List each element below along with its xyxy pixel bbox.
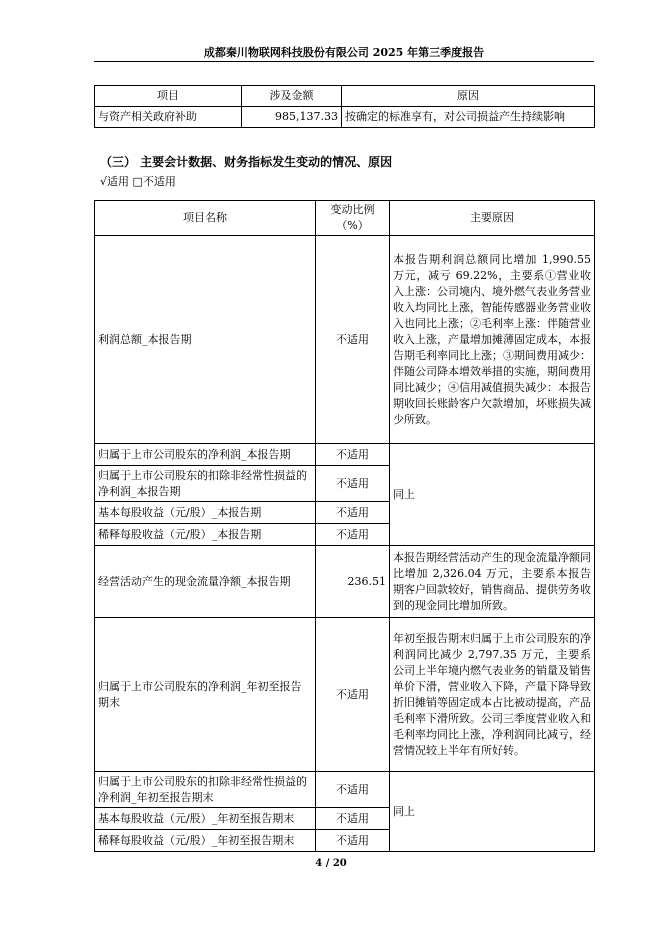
row-ratio: 不适用 bbox=[316, 618, 390, 772]
row-ratio: 不适用 bbox=[316, 466, 390, 502]
row-item: 稀释每股收益（元/股）_本报告期 bbox=[95, 524, 316, 546]
row-item: 归属于上市公司股东的净利润_年初至报告期末 bbox=[95, 618, 316, 772]
subsidy-header-amount: 涉及金额 bbox=[242, 86, 342, 107]
row-reason-same-as-above: 同上 bbox=[390, 772, 595, 852]
row-item: 稀释每股收益（元/股）_年初至报告期末 bbox=[95, 830, 316, 852]
header-item-name: 项目名称 bbox=[95, 201, 316, 236]
header-rule bbox=[94, 61, 594, 62]
row-item: 经营活动产生的现金流量净额_本报告期 bbox=[95, 546, 316, 618]
subsidy-table bbox=[94, 85, 595, 128]
main-indicator-table bbox=[94, 200, 595, 852]
row-reason-same-as-above: 同上 bbox=[390, 444, 595, 546]
subsidy-header-item: 项目 bbox=[95, 86, 242, 107]
row-item: 归属于上市公司股东的扣除非经常性损益的净利润_本报告期 bbox=[95, 466, 316, 502]
header-ratio-line1: 变动比例 bbox=[330, 203, 375, 216]
subsidy-item: 与资产相关政府补助 bbox=[95, 107, 242, 128]
subsidy-amount: 985,137.33 bbox=[242, 107, 342, 128]
section-title: （三） 主要会计数据、财务指标发生变动的情况、原因 bbox=[100, 155, 393, 169]
row-item: 基本每股收益（元/股）_本报告期 bbox=[95, 502, 316, 524]
row-ratio: 236.51 bbox=[316, 546, 390, 618]
header-main-reason: 主要原因 bbox=[390, 201, 595, 236]
row-item: 归属于上市公司股东的扣除非经常性损益的净利润_年初至报告期末 bbox=[95, 772, 316, 808]
page-number: 4 / 20 bbox=[315, 858, 347, 869]
row-item: 基本每股收益（元/股）_年初至报告期末 bbox=[95, 808, 316, 830]
report-header: 成都秦川物联网科技股份有限公司 2025 年第三季度报告 bbox=[203, 46, 485, 59]
row-item: 利润总额_本报告期 bbox=[95, 236, 316, 444]
row-ratio: 不适用 bbox=[316, 444, 390, 466]
row-item: 归属于上市公司股东的净利润_本报告期 bbox=[95, 444, 316, 466]
header-ratio-line2: （%） bbox=[336, 219, 369, 232]
header-change-ratio bbox=[316, 201, 390, 236]
subsidy-reason: 按确定的标准享有，对公司损益产生持续影响 bbox=[342, 107, 595, 128]
row-ratio: 不适用 bbox=[316, 830, 390, 852]
row-ratio: 不适用 bbox=[316, 236, 390, 444]
row-reason: 本报告期利润总额同比增加 1,990.55 万元，减亏 69.22%，主要系①营业收入上涨：公司境内、境外燃气表业务营业收入均同比上涨，智能传感器业务营业收入也同比上涨；②毛利率上涨：伴随营业收入上涨，产量增加摊薄固定成本，本报告期毛利率同比上涨；③期间费用减少：伴随公司降本增效举措的实施，期间费用同比减少；④信用减值损失减少：本报告期收回长账龄客户欠款增加，坏账损失减少所致。 bbox=[390, 236, 595, 444]
subsidy-header-reason: 原因 bbox=[342, 86, 595, 107]
row-ratio: 不适用 bbox=[316, 808, 390, 830]
row-reason: 本报告期经营活动产生的现金流量净额同比增加 2,326.04 万元，主要系本报告期客户回款较好，销售商品、提供劳务收到的现金同比增加所致。 bbox=[390, 546, 595, 618]
row-ratio: 不适用 bbox=[316, 524, 390, 546]
row-ratio: 不适用 bbox=[316, 772, 390, 808]
applicable-checkbox-text: √适用 □不适用 bbox=[100, 175, 176, 188]
row-reason: 年初至报告期末归属于上市公司股东的净利润同比减少 2,797.35 万元，主要系公司上半年境内燃气表业务的销量及销售单价下滑，营业收入下降，产量下降导致折旧摊销等固定成本占比被动提高，产品毛利率下滑所致。公司三季度营业收入和毛利率均同比上涨，净利润同比减亏，经营情况较上半年有所好转。 bbox=[390, 618, 595, 772]
row-ratio: 不适用 bbox=[316, 502, 390, 524]
